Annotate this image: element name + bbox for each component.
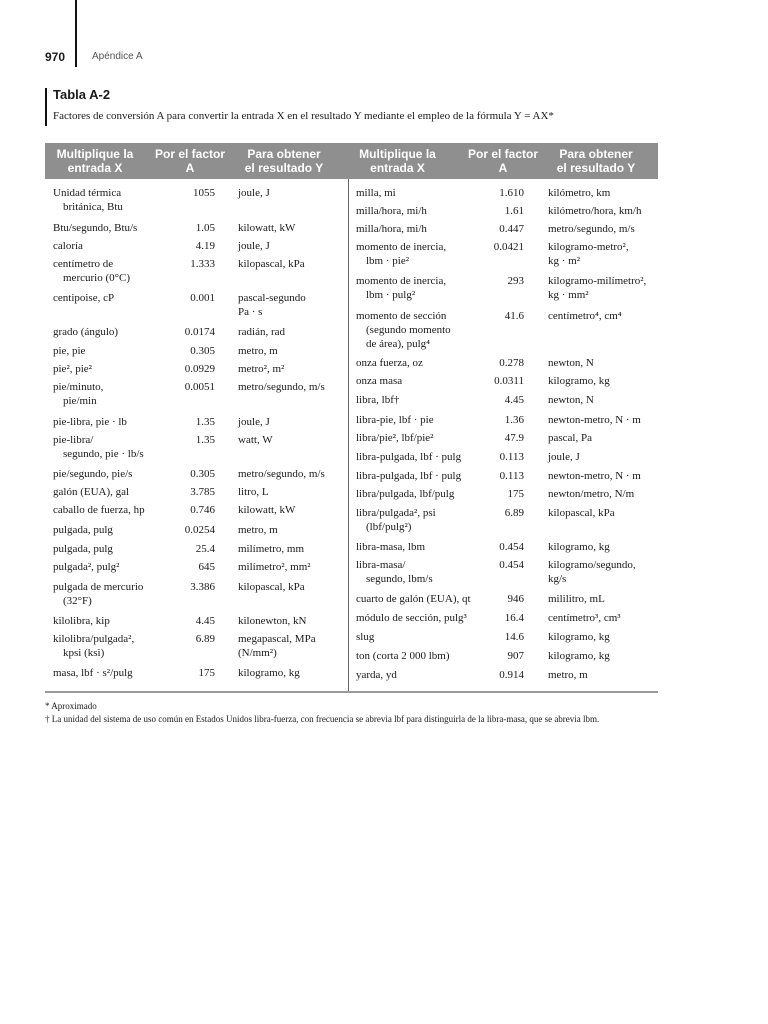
table-title-rule	[45, 88, 47, 126]
footnote-approx: * Aproximado	[45, 701, 97, 711]
input-unit-cell: libra-pie, lbf · pie	[356, 414, 434, 426]
factor-cell: 47.9	[504, 432, 524, 444]
factor-cell: 0.454	[499, 559, 524, 571]
result-unit-cell-cont: kg/s	[548, 573, 567, 585]
input-unit-cell: pie², pie²	[53, 363, 92, 375]
factor-cell: 3.386	[190, 581, 215, 593]
input-unit-cell: momento de sección	[356, 310, 447, 322]
input-unit-cell-cont: segundo, pie · lb/s	[63, 448, 144, 460]
table-bottom-rule	[45, 691, 658, 693]
factor-cell: 41.6	[504, 310, 524, 322]
header-input-right	[350, 147, 445, 175]
input-unit-cell: yarda, yd	[356, 669, 397, 681]
input-unit-cell: Btu/segundo, Btu/s	[53, 222, 138, 234]
factor-cell: 907	[507, 650, 524, 662]
factor-cell: 25.4	[195, 543, 215, 555]
input-unit-cell-cont: (32°F)	[63, 595, 92, 607]
result-unit-cell: kilogramo, kg	[548, 631, 610, 643]
result-unit-cell: metro², m²	[238, 363, 285, 375]
input-unit-cell-cont: de área), pulg⁴	[366, 338, 430, 350]
factor-cell: 0.0311	[494, 375, 524, 387]
header-input	[49, 147, 141, 175]
header-result-right-line2: el resultado Y	[556, 161, 636, 175]
factor-cell: 16.4	[504, 612, 524, 624]
result-unit-cell: megapascal, MPa	[238, 633, 316, 645]
input-unit-cell-cont: lbm · pie²	[366, 255, 410, 267]
factor-cell: 1.05	[195, 222, 215, 234]
factor-cell: 1.36	[504, 414, 524, 426]
input-unit-cell: libra-pulgada, lbf · pulg	[356, 470, 462, 482]
header-result-right	[547, 147, 645, 175]
input-unit-cell: libra/pulgada, lbf/pulg	[356, 488, 455, 500]
result-unit-cell-cont: (N/mm²)	[238, 647, 277, 659]
input-unit-cell-cont: segundo, lbm/s	[366, 573, 433, 585]
result-unit-cell-cont: kg · mm²	[548, 289, 589, 301]
input-unit-cell: milla/hora, mi/h	[356, 205, 427, 217]
factor-cell: 14.6	[504, 631, 524, 643]
input-unit-cell: módulo de sección, pulg³	[356, 612, 467, 624]
factor-cell: 0.0254	[184, 524, 215, 536]
factor-cell: 4.45	[195, 615, 215, 627]
result-unit-cell: kilogramo, kg	[548, 375, 610, 387]
result-unit-cell: centímetro⁴, cm⁴	[548, 310, 622, 322]
input-unit-cell: Unidad térmica	[53, 187, 122, 199]
input-unit-cell: cuarto de galón (EUA), qt	[356, 593, 471, 605]
result-unit-cell: centímetro³, cm³	[548, 612, 621, 624]
result-unit-cell-cont: Pa · s	[238, 306, 263, 318]
input-unit-cell-cont: pie/min	[63, 395, 97, 407]
header-input-line2: entrada X	[67, 161, 123, 175]
input-unit-cell: libra-pulgada, lbf · pulg	[356, 451, 462, 463]
table-header	[45, 143, 658, 179]
input-unit-cell: onza fuerza, oz	[356, 357, 423, 369]
factor-cell: 6.89	[504, 507, 524, 519]
header-result-line1: Para obtener	[247, 147, 321, 161]
header-input-right-line2: entrada X	[370, 161, 425, 175]
input-unit-cell: pulgada², pulg²	[53, 561, 120, 573]
result-unit-cell: newton/metro, N/m	[548, 488, 635, 500]
footnote-lbf: † La unidad del sistema de uso común en Estados Unidos libra-fuerza, con frecuencia se abrevia lbf para distinguirla de la libra-masa, que se abrevia lbm.	[45, 714, 600, 724]
factor-cell: 0.113	[499, 470, 524, 482]
result-unit-cell: joule, J	[548, 451, 580, 463]
input-unit-cell-cont: mercurio (0°C)	[63, 272, 131, 284]
result-unit-cell: metro, m	[238, 524, 278, 536]
factor-cell: 175	[507, 488, 524, 500]
input-unit-cell: milla, mi	[356, 187, 396, 199]
result-unit-cell: pascal-segundo	[238, 292, 306, 304]
factor-cell: 0.001	[190, 292, 215, 304]
result-unit-cell: kilowatt, kW	[238, 222, 296, 234]
result-unit-cell: metro/segundo, m/s	[548, 223, 635, 235]
result-unit-cell: litro, L	[238, 486, 269, 498]
input-unit-cell: momento de inercia,	[356, 275, 447, 287]
result-unit-cell: newton-metro, N · m	[548, 470, 641, 482]
table-caption: Factores de conversión A para convertir la entrada X en el resultado Y mediante el empleo de la fórmula Y = AX*	[53, 110, 554, 122]
result-unit-cell: metro, m	[548, 669, 588, 681]
result-unit-cell: pascal, Pa	[548, 432, 592, 444]
table-title: Tabla A-2	[53, 87, 111, 102]
input-unit-cell: pie, pie	[53, 345, 86, 357]
input-unit-cell: centímetro de	[53, 258, 114, 270]
factor-cell: 0.305	[190, 345, 215, 357]
result-unit-cell: joule, J	[238, 416, 270, 428]
input-unit-cell: pulgada, pulg	[53, 543, 113, 555]
factor-cell: 0.0051	[184, 381, 215, 393]
header-factor-right-line1: Por el factor	[467, 147, 539, 161]
result-unit-cell: newton, N	[548, 357, 594, 369]
result-unit-cell: kilómetro/hora, km/h	[548, 205, 642, 217]
result-unit-cell: newton, N	[548, 394, 594, 406]
header-factor	[145, 147, 235, 175]
factor-cell: 1.333	[190, 258, 215, 270]
input-unit-cell: pulgada, pulg	[53, 524, 113, 536]
page-number: 970	[45, 50, 66, 64]
column-divider	[348, 179, 349, 692]
factor-cell: 0.914	[499, 669, 524, 681]
header-factor-line2: A	[185, 161, 195, 175]
input-unit-cell: libra/pulgada², psi	[356, 507, 436, 519]
factor-cell: 946	[507, 593, 524, 605]
result-unit-cell: kilogramo/segundo,	[548, 559, 636, 571]
input-unit-cell: galón (EUA), gal	[53, 486, 130, 498]
factor-cell: 0.447	[499, 223, 524, 235]
factor-cell: 0.746	[190, 504, 215, 516]
input-unit-cell: caballo de fuerza, hp	[53, 504, 145, 516]
factor-cell: 293	[507, 275, 524, 287]
result-unit-cell: kilogramo, kg	[548, 541, 610, 553]
result-unit-cell: kilogramo-metro²,	[548, 241, 629, 253]
factor-cell: 0.113	[499, 451, 524, 463]
result-unit-cell-cont: kg · m²	[548, 255, 581, 267]
input-unit-cell: libra, lbf†	[356, 394, 400, 406]
factor-cell: 175	[198, 667, 215, 679]
header-result-line2: el resultado Y	[244, 161, 324, 175]
input-unit-cell: slug	[356, 631, 375, 643]
result-unit-cell: kilómetro, km	[548, 187, 611, 199]
input-unit-cell: libra/pie², lbf/pie²	[356, 432, 434, 444]
factor-cell: 1.61	[504, 205, 524, 217]
input-unit-cell-cont: (segundo momento	[366, 324, 451, 336]
input-unit-cell: masa, lbf · s²/pulg	[53, 667, 133, 679]
result-unit-cell: metro/segundo, m/s	[238, 468, 325, 480]
input-unit-cell-cont: británica, Btu	[63, 201, 123, 213]
input-unit-cell: pie-libra/	[53, 434, 94, 446]
header-input-line1: Multiplique la	[56, 147, 134, 161]
header-rule	[75, 0, 77, 67]
input-unit-cell: libra-masa/	[356, 559, 406, 571]
result-unit-cell: kilogramo, kg	[238, 667, 300, 679]
input-unit-cell: milla/hora, mi/h	[356, 223, 427, 235]
input-unit-cell: onza masa	[356, 375, 403, 387]
result-unit-cell: newton-metro, N · m	[548, 414, 641, 426]
input-unit-cell-cont: lbm · pulg²	[366, 289, 416, 301]
input-unit-cell: ton (corta 2 000 lbm)	[356, 650, 450, 662]
input-unit-cell: libra-masa, lbm	[356, 541, 426, 553]
result-unit-cell: joule, J	[238, 240, 270, 252]
result-unit-cell: milímetro², mm²	[238, 561, 311, 573]
result-unit-cell: watt, W	[238, 434, 273, 446]
input-unit-cell: pie/segundo, pie/s	[53, 468, 133, 480]
factor-cell: 6.89	[195, 633, 215, 645]
input-unit-cell-cont: (lbf/pulg²)	[366, 521, 412, 533]
input-unit-cell: momento de inercia,	[356, 241, 447, 253]
input-unit-cell-cont: kpsi (ksi)	[63, 647, 105, 659]
factor-cell: 0.0929	[184, 363, 215, 375]
result-unit-cell: metro, m	[238, 345, 278, 357]
input-unit-cell: pie-libra, pie · lb	[53, 416, 127, 428]
result-unit-cell: joule, J	[238, 187, 270, 199]
running-head: Apéndice A	[92, 51, 143, 62]
input-unit-cell: caloría	[53, 240, 83, 252]
result-unit-cell: milímetro, mm	[238, 543, 304, 555]
result-unit-cell: mililitro, mL	[548, 593, 605, 605]
factor-cell: 3.785	[190, 486, 215, 498]
factor-cell: 0.278	[499, 357, 524, 369]
factor-cell: 4.19	[195, 240, 215, 252]
result-unit-cell: kilopascal, kPa	[238, 581, 305, 593]
factor-cell: 1.35	[195, 434, 215, 446]
input-unit-cell: pulgada de mercurio	[53, 581, 144, 593]
result-unit-cell: kilopascal, kPa	[238, 258, 305, 270]
input-unit-cell: kilolibra, kip	[53, 615, 110, 627]
header-factor-right	[458, 147, 548, 175]
factor-cell: 1.610	[499, 187, 524, 199]
input-unit-cell: kilolibra/pulgada²,	[53, 633, 135, 645]
result-unit-cell: kilowatt, kW	[238, 504, 296, 516]
header-result-right-line1: Para obtener	[559, 147, 633, 161]
result-unit-cell: radián, rad	[238, 326, 286, 338]
factor-cell: 0.305	[190, 468, 215, 480]
input-unit-cell: centipoise, cP	[53, 292, 115, 304]
factor-cell: 4.45	[504, 394, 524, 406]
factor-cell: 1055	[193, 187, 215, 199]
result-unit-cell: metro/segundo, m/s	[238, 381, 325, 393]
result-unit-cell: kilogramo-milímetro²,	[548, 275, 647, 287]
input-unit-cell: grado (ángulo)	[53, 326, 119, 338]
factor-cell: 0.0174	[184, 326, 215, 338]
result-unit-cell: kilonewton, kN	[238, 615, 307, 627]
header-factor-line1: Por el factor	[154, 147, 226, 161]
result-unit-cell: kilopascal, kPa	[548, 507, 615, 519]
factor-cell: 0.454	[499, 541, 524, 553]
result-unit-cell: kilogramo, kg	[548, 650, 610, 662]
header-factor-right-line2: A	[498, 161, 508, 175]
input-unit-cell: pie/minuto,	[53, 381, 104, 393]
factor-cell: 1.35	[195, 416, 215, 428]
header-input-right-line1: Multiplique la	[359, 147, 436, 161]
factor-cell: 0.0421	[493, 241, 524, 253]
header-result	[235, 147, 333, 175]
factor-cell: 645	[198, 561, 215, 573]
